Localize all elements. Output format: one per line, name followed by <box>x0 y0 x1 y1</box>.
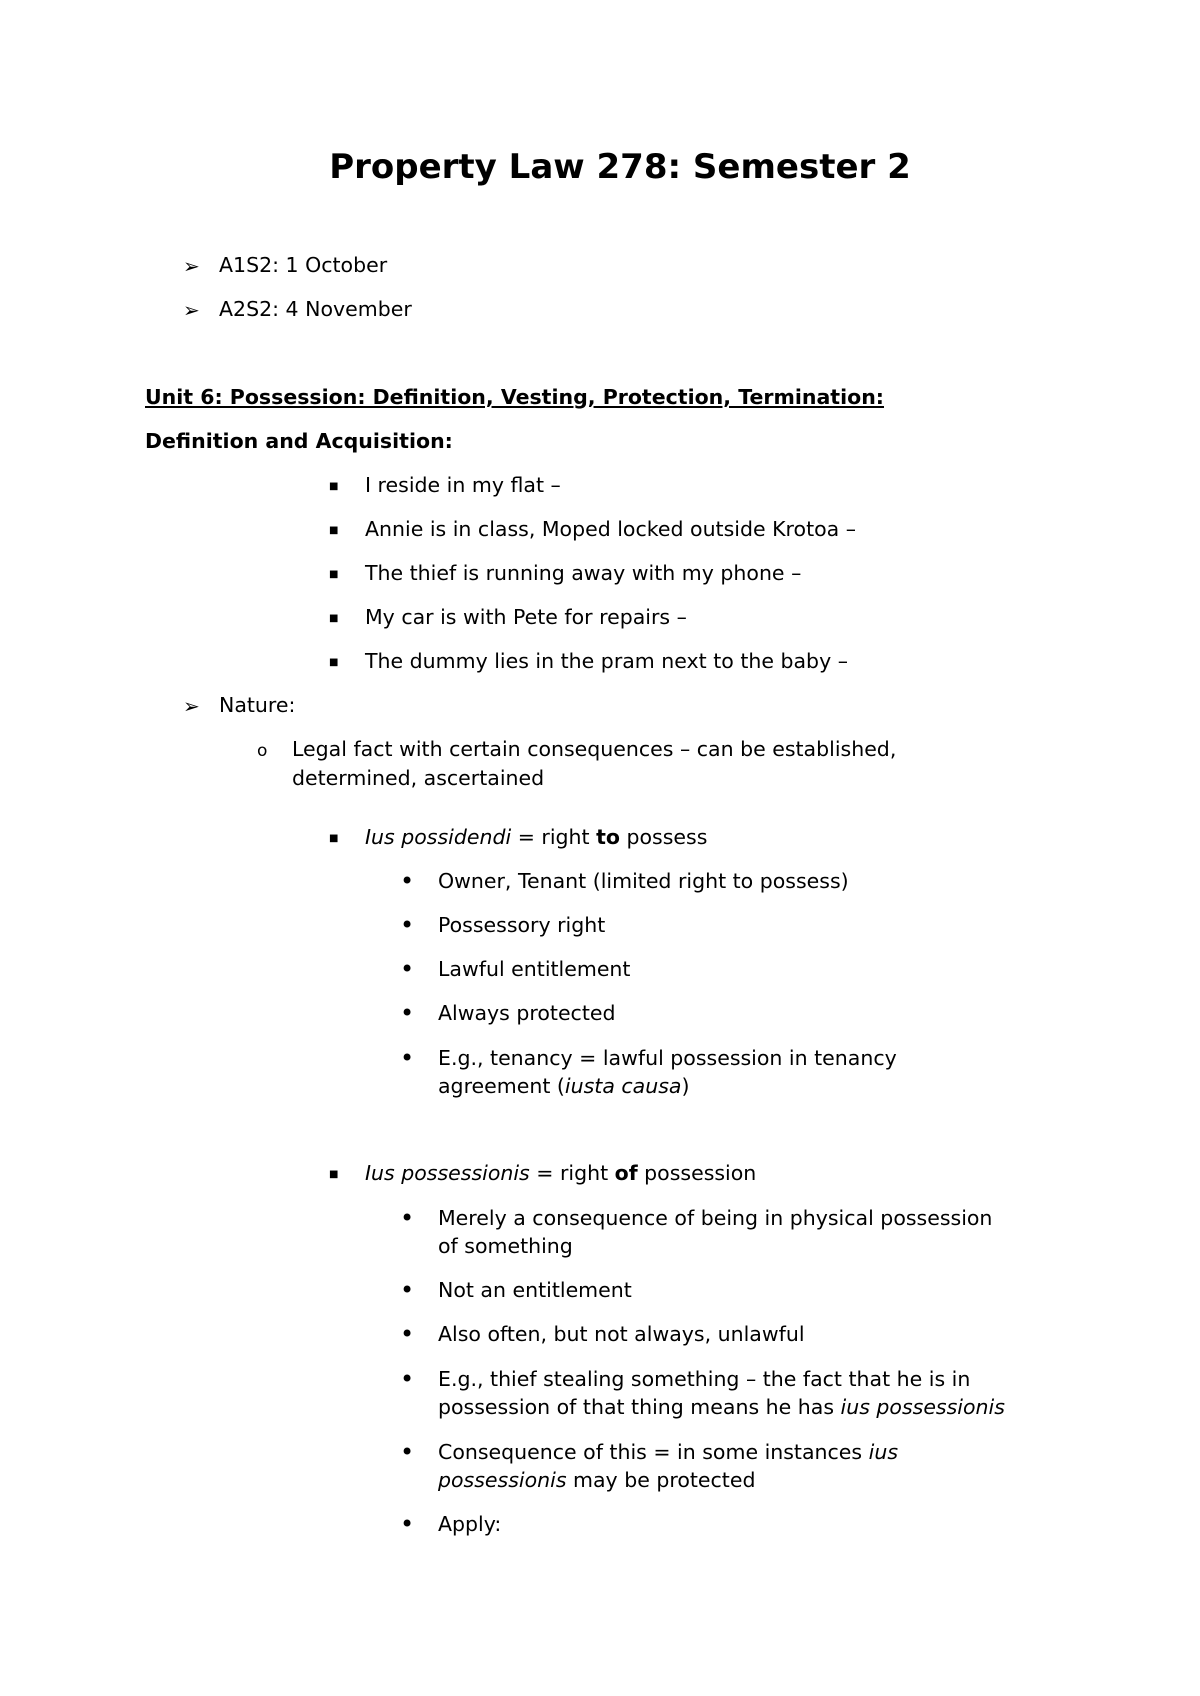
arrow-bullet-icon: ➢ <box>183 694 200 718</box>
square-bullet-icon: ■ <box>329 569 339 580</box>
possessionis-point: Not an entitlement <box>438 1278 632 1302</box>
rest-text: possession <box>637 1161 757 1185</box>
ius-possessionis-item <box>365 1160 756 1188</box>
eg-text: ) <box>681 1074 690 1098</box>
iusta-causa-term: iusta causa <box>564 1074 682 1098</box>
dot-bullet-icon: • <box>400 999 415 1027</box>
circle-bullet-icon: o <box>257 741 268 761</box>
possidendi-eg-line <box>438 1073 689 1101</box>
eg-text: possession of that thing means he has <box>438 1395 841 1419</box>
example-item: I reside in my flat – <box>365 473 561 497</box>
possidendi-point: Owner, Tenant (limited right to possess) <box>438 869 849 893</box>
unit-heading: Unit 6: Possession: Definition, Vesting, Protection, Termination: <box>145 385 884 409</box>
possessionis-eg-line <box>438 1394 1005 1422</box>
ius-possessionis-term: Ius possessionis <box>365 1161 530 1185</box>
dot-bullet-icon: • <box>400 1204 415 1232</box>
dot-bullet-icon: • <box>400 867 415 895</box>
legal-fact-line: Legal fact with certain consequences – can be established, <box>292 737 897 761</box>
legal-fact-line: determined, ascertained <box>292 766 545 790</box>
consequence-line <box>438 1439 898 1467</box>
square-bullet-icon: ■ <box>329 613 339 624</box>
ius-term: ius <box>868 1440 898 1464</box>
dot-bullet-icon: • <box>400 1320 415 1348</box>
eg-text: agreement ( <box>438 1074 565 1098</box>
emphasis-text: to <box>596 825 620 849</box>
date-item: A2S2: 4 November <box>219 297 412 321</box>
dot-bullet-icon: • <box>400 1365 415 1393</box>
apply-label: Apply: <box>438 1512 502 1536</box>
possidendi-point: Possessory right <box>438 913 606 937</box>
square-bullet-icon: ■ <box>329 481 339 492</box>
possidendi-point: Always protected <box>438 1001 616 1025</box>
arrow-bullet-icon: ➢ <box>183 254 200 278</box>
square-bullet-icon: ■ <box>329 833 339 844</box>
square-bullet-icon: ■ <box>329 525 339 536</box>
possidendi-point: Lawful entitlement <box>438 957 631 981</box>
example-item: My car is with Pete for repairs – <box>365 605 687 629</box>
dot-bullet-icon: • <box>400 1510 415 1538</box>
possessionis-eg-line: E.g., thief stealing something – the fact that he is in <box>438 1367 971 1391</box>
arrow-bullet-icon: ➢ <box>183 298 200 322</box>
dot-bullet-icon: • <box>400 955 415 983</box>
dot-bullet-icon: • <box>400 1438 415 1466</box>
ius-possessionis-term: ius possessionis <box>840 1395 1005 1419</box>
equals-text: = right <box>511 825 597 849</box>
section-heading: Definition and Acquisition: <box>145 429 453 453</box>
consequence-line <box>438 1467 755 1495</box>
page-title: Property Law 278: Semester 2 <box>329 147 911 187</box>
date-item: A1S2: 1 October <box>219 253 388 277</box>
possessionis-point: of something <box>438 1234 573 1258</box>
dot-bullet-icon: • <box>400 1276 415 1304</box>
emphasis-text: of <box>614 1161 638 1185</box>
example-item: The dummy lies in the pram next to the baby – <box>365 649 848 673</box>
possessionis-term: possessionis <box>438 1468 567 1492</box>
equals-text: = right <box>529 1161 615 1185</box>
example-item: The thief is running away with my phone – <box>365 561 802 585</box>
dot-bullet-icon: • <box>400 1044 415 1072</box>
example-item: Annie is in class, Moped locked outside Krotoa – <box>365 517 856 541</box>
square-bullet-icon: ■ <box>329 657 339 668</box>
possessionis-point: Merely a consequence of being in physical possession <box>438 1206 993 1230</box>
consequence-text: may be protected <box>566 1468 756 1492</box>
ius-possidendi-term: Ius possidendi <box>365 825 512 849</box>
square-bullet-icon: ■ <box>329 1169 339 1180</box>
possessionis-point: Also often, but not always, unlawful <box>438 1322 805 1346</box>
ius-possidendi-item <box>365 824 707 852</box>
nature-label: Nature: <box>219 693 296 717</box>
consequence-text: Consequence of this = in some instances <box>438 1440 869 1464</box>
rest-text: possess <box>619 825 708 849</box>
dot-bullet-icon: • <box>400 911 415 939</box>
possidendi-eg-line: E.g., tenancy = lawful possession in tenancy <box>438 1046 897 1070</box>
